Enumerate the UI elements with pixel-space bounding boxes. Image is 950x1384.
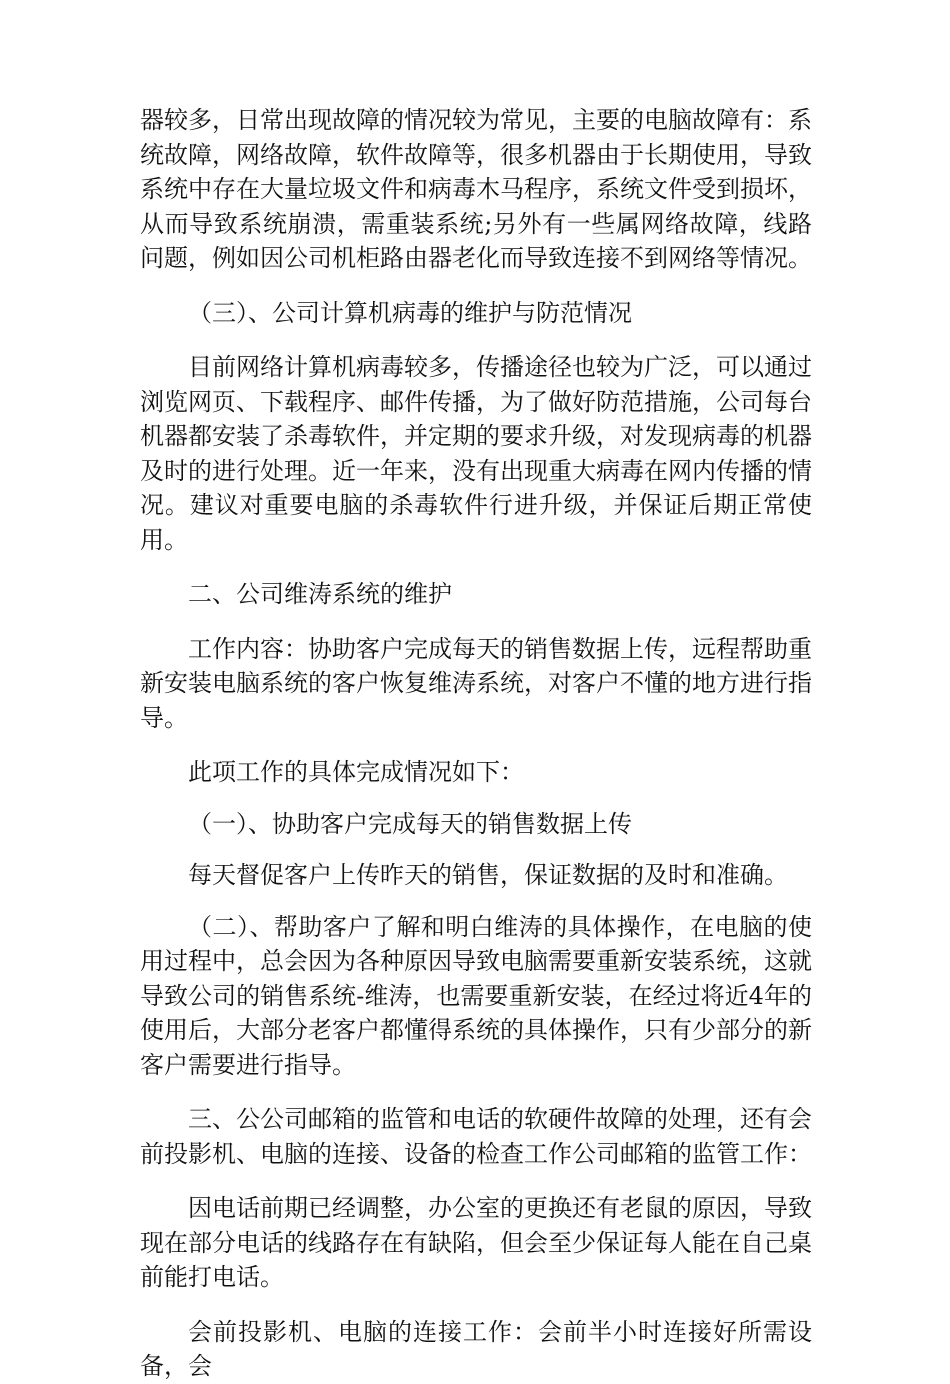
paragraph-virus-status: 目前网络计算机病毒较多，传播途径也较为广泛，可以通过浏览网页、下载程序、邮件传播，为了做好防范措施，公司每台机器都安装了杀毒软件，并定期的要求升级，对发现病毒的机器及时的进行处理。近一年来，没有出现重大病毒在网内传播的情况。建议对重要电脑的杀毒软件行进升级，并保证后期正常使用。 [140, 353, 812, 554]
heading-virus-prevention: （三）、公司计算机病毒的维护与防范情况 [188, 298, 632, 327]
paragraph-customer-help: （二）、帮助客户了解和明白维涛的具体操作，在电脑的使用过程中，总会因为各种原因导致电脑需要重新安装系统，这就导致公司的销售系统-维涛，也需要重新安装，在经过将近4年的使用后，大部分老客户都懂得系统的具体操作，只有少部分的新客户需要进行指导。 [140, 912, 812, 1079]
paragraph-projector-setup: 会前投影机、电脑的连接工作：会前半小时连接好所需设备，会 [140, 1317, 812, 1380]
heading-weitao-maintenance: 二、公司维涛系统的维护 [188, 580, 452, 608]
paragraph-phone-lines: 因电话前期已经调整，办公室的更换还有老鼠的原因，导致现在部分电话的线路存在有缺陷，但会至少保证每人能在自己桌前能打电话。 [140, 1194, 812, 1291]
document-body [140, 103, 812, 1384]
paragraph-hardware-faults: 器较多，日常出现故障的情况较为常见，主要的电脑故障有：系统故障，网络故障，软件故障等，很多机器由于长期使用，导致系统中存在大量垃圾文件和病毒木马程序，系统文件受到损坏，从而导致系统崩溃，需重装系统;另外有一些属网络故障，线路问题，例如因公司机柜路由器老化而导致连接不到网络等情况。 [140, 106, 812, 272]
heading-email-phone: 三、公公司邮箱的监管和电话的软硬件故障的处理，还有会前投影机、电脑的连接、设备的检查工作公司邮箱的监管工作： [140, 1105, 812, 1168]
paragraph-completion-intro: 此项工作的具体完成情况如下： [188, 758, 524, 786]
paragraph-daily-upload: 每天督促客户上传昨天的销售，保证数据的及时和准确。 [188, 861, 788, 889]
heading-sales-upload: （一）、协助客户完成每天的销售数据上传 [188, 809, 632, 838]
paragraph-work-content: 工作内容：协助客户完成每天的销售数据上传，远程帮助重新安装电脑系统的客户恢复维涛系统，对客户不懂的地方进行指导。 [140, 634, 812, 732]
